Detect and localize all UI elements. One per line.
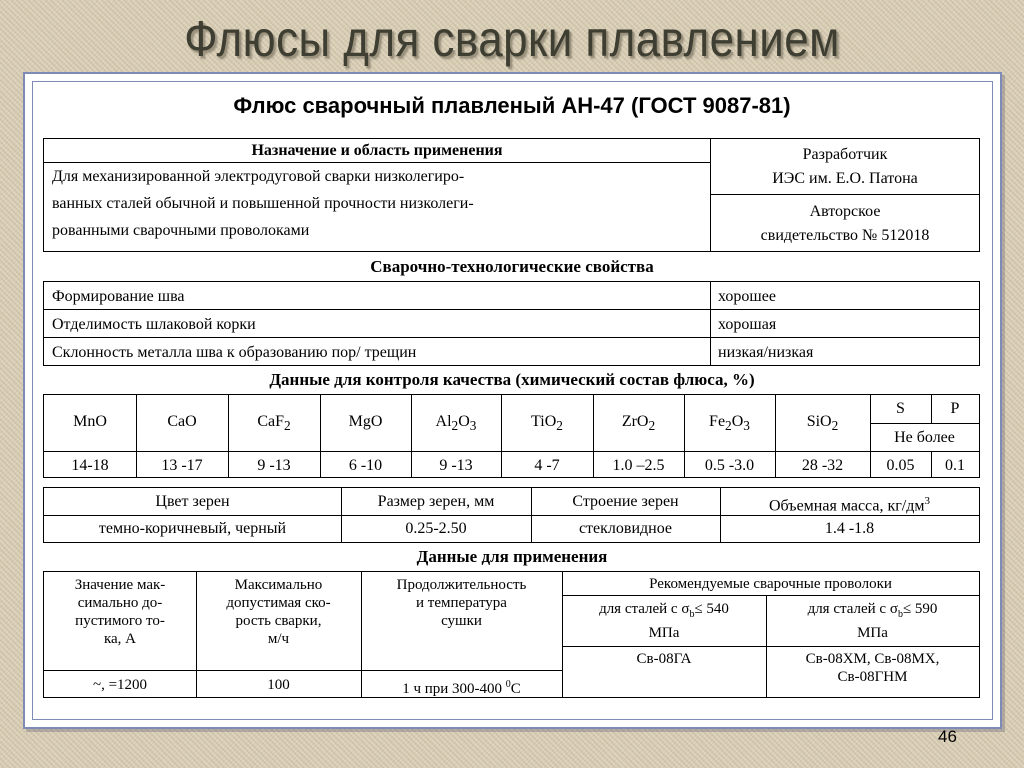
purpose-header: Назначение и область применения [251,142,503,159]
oxide-label: ZrO$_2$ [621,413,656,434]
grain-value: темно-коричневый, черный [98,520,287,537]
oxide-label: CaF$_2$ [257,413,291,434]
developer-label: Разработчик [802,146,888,163]
chemical-header: Данные для контроля качества (химический состав флюса, %) [269,370,755,389]
oxide-value: 13 -17 [161,457,203,474]
application-header: Данные для применения [416,547,608,566]
grain-value: 1.4 -1.8 [824,520,875,537]
oxide-value: 4 -7 [534,457,560,474]
grain-value: 0.25-2.50 [405,520,467,537]
sulfur-label: S [896,400,905,417]
welding-properties-table [43,281,980,366]
steel-590-header: для сталей с $\sigma_b\le 590$ МПа [807,601,938,641]
drying-header: Продолжительность и температура сушки [396,577,527,629]
grain-table [43,487,980,543]
grain-header: Строение зерен [572,493,679,510]
grain-header: Цвет зерен [155,493,230,510]
document-title: Флюс сварочный плавленый АН-47 (ГОСТ 9087-81) [233,93,791,118]
grain-header: Размер зерен, мм [377,493,495,510]
max-current-header: Значение мак- симально до- пустимого то- ка, А [74,577,166,647]
wires-header: Рекомендуемые сварочные проволоки [649,576,892,592]
oxide-value: 1.0 –2.5 [612,457,665,474]
oxide-label: TiO$_2$ [531,413,563,434]
purpose-table [43,138,980,252]
developer-name: ИЭС им. Е.О. Патона [772,170,918,187]
property-value: низкая/низкая [718,344,814,361]
steel-540-header: для сталей с $\sigma_b\le 540$ МПа [599,601,729,641]
oxide-label: MgO [348,413,383,430]
oxide-label: CaO [167,413,197,430]
oxide-value: 0.5 -3.0 [704,457,755,474]
max-current-value: ~, =1200 [92,677,148,693]
property-value: хорошее [718,288,776,305]
chemical-table [43,394,980,478]
grain-header: Объемная масса, $кг/дм^3$ [769,495,930,515]
slide-title: Флюсы для сварки плавлением [184,11,840,67]
oxide-value: 9 -13 [257,457,291,474]
property-name: Формирование шва [52,288,185,305]
phosphorus-value: 0.1 [945,457,965,474]
welding-properties-header: Сварочно-технологические свойства [370,257,654,276]
grain-value: стекловидное [578,520,673,537]
wire-540-value: Св-08ГА [636,651,692,667]
oxide-label: SiO$_2$ [806,413,839,434]
oxide-value: 6 -10 [348,457,383,474]
max-speed-header: Максимально допустимая ско- рость сварки, м/ч [226,577,331,647]
property-value: хорошая [718,316,777,333]
property-name: Отделимость шлаковой корки [52,316,256,333]
phosphorus-label: P [950,400,960,417]
oxide-label: $Fe_2O_3$ [709,413,750,434]
certificate-label: Авторское [809,203,881,220]
certificate-number: свидетельство № 512018 [760,227,930,244]
oxide-label: MnO [73,413,107,430]
oxide-value: 9 -13 [439,457,473,474]
purpose-line-3: рованными сварочными проволоками [52,222,310,239]
oxide-label: $Al_2O_3$ [435,413,477,434]
oxide-value: 14-18 [71,457,109,474]
purpose-line-1: Для механизированной электродуговой сварки низколегиро- [52,168,465,185]
property-name: Склонность металла шва к образованию пор/ трещин [52,344,417,361]
application-table [43,571,980,698]
wire-590-value: Св-08ХМ, Св-08МХ, Св-08ГНМ [805,651,940,685]
oxide-value: 28 -32 [801,457,844,474]
purpose-line-2: ванных сталей обычной и повышенной прочности низколеги- [52,195,474,212]
page-number: 46 [938,727,957,746]
sulfur-value: 0.05 [886,457,915,474]
max-speed-value: 100 [267,677,290,693]
not-more-label: Не более [894,429,955,446]
drying-value: 1 ч при 300-400 $^0$С [402,679,521,697]
